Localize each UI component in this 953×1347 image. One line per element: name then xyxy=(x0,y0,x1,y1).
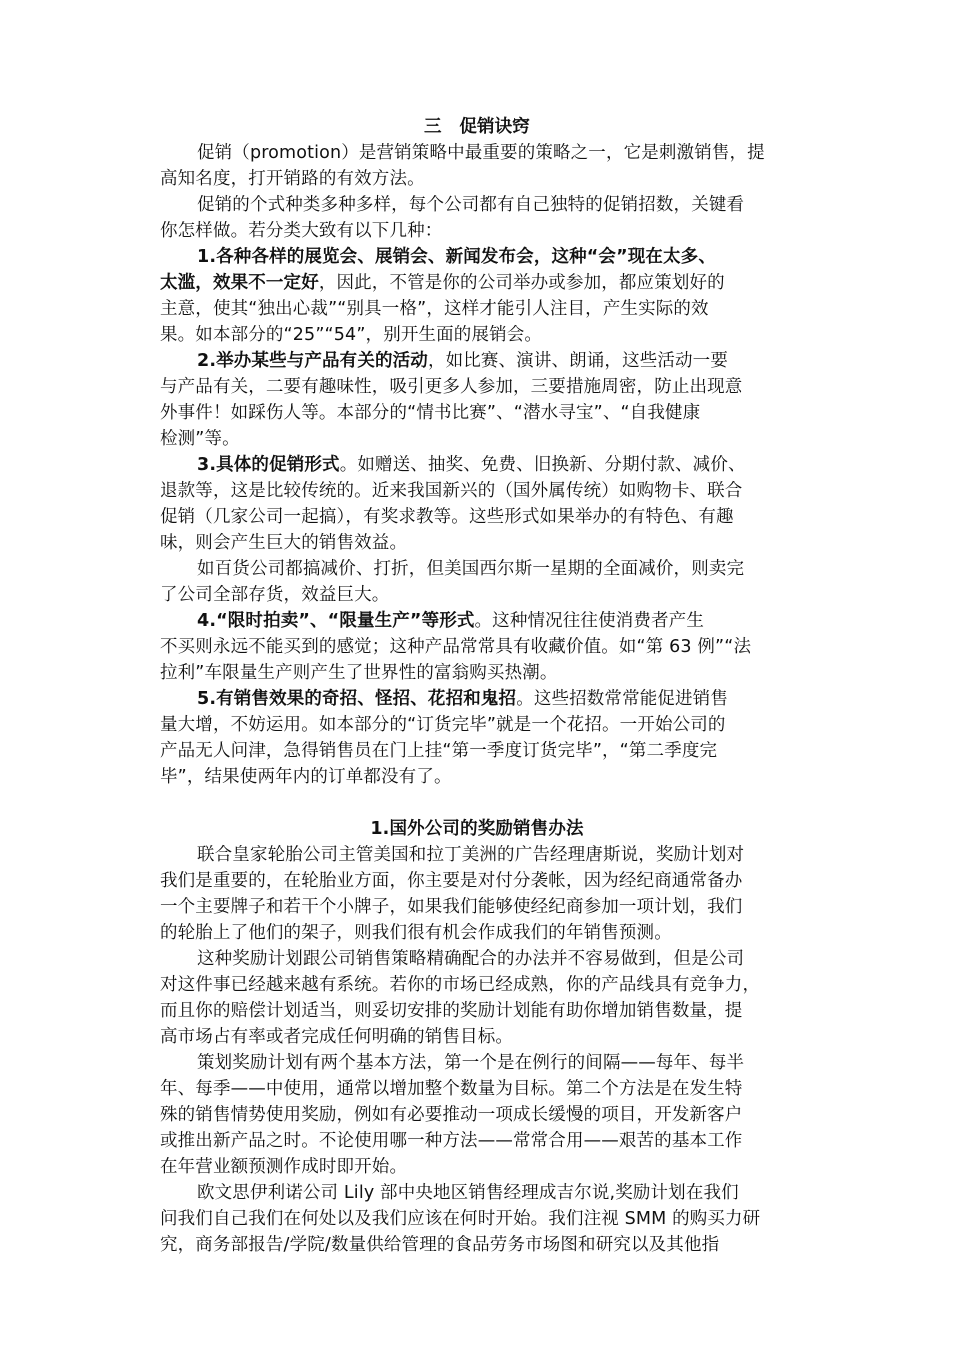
paragraph-line: 促销（几家公司一起搞），有奖求教等。这些形式如果举办的有特色、有趣 xyxy=(160,507,734,527)
paragraph-line: 殊的销售情势使用奖励，例如有必要推动一项成长缓慢的项目，开发新客户 xyxy=(160,1105,743,1125)
paragraph-line: 产品无人问津，急得销售员在门上挂“第一季度订货完毕”，“第二季度完 xyxy=(160,741,718,761)
item-heading: 1.各种各样的展览会、展销会、新闻发布会，这种“会”现在太多、 xyxy=(197,247,716,267)
paragraph-line xyxy=(160,244,794,270)
paragraph-line: 主意，使其“独出心裁”“别具一格”，这样才能引人注目，产生实际的效 xyxy=(160,299,709,319)
paragraph-line: 或推出新产品之时。不论使用哪一种方法——常常合用——艰苦的基本工作 xyxy=(160,1131,743,1151)
paragraph-line xyxy=(160,452,794,478)
paragraph-line: 高知名度，打开销路的有效方法。 xyxy=(160,169,425,189)
paragraph-line xyxy=(160,608,794,634)
paragraph-line: 在年营业额预测作成时即开始。 xyxy=(160,1157,408,1177)
paragraph-department-store xyxy=(160,556,794,608)
paragraph-two-methods xyxy=(160,1050,794,1180)
paragraph-line: 年、每季——中使用，通常以增加整个数量为目标。第二个方法是在发生特 xyxy=(160,1079,743,1099)
paragraph-line: 高市场占有率或者完成任何明确的销售目标。 xyxy=(160,1027,513,1047)
paragraph-line: 欧文思伊利诺公司 Lily 部中央地区销售经理成吉尔说,奖励计划在我们 xyxy=(197,1183,739,1203)
item-heading: 2.举办某些与产品有关的活动 xyxy=(197,351,428,371)
paragraph-line: 如百货公司都搞减价、打折，但美国西尔斯一星期的全面减价，则卖完 xyxy=(197,559,745,579)
list-item-activities xyxy=(160,348,794,452)
item-text: ，如比赛、演讲、朗诵，这些活动一要 xyxy=(427,351,728,371)
section-spacer xyxy=(160,790,794,816)
item-text: 。这些招数常常能促进销售 xyxy=(516,689,728,709)
paragraph-line: 促销的个式种类多种多样，每个公司都有自己独特的促销招数，关键看 xyxy=(197,195,745,215)
item-heading: 3.具体的促销形式 xyxy=(197,455,340,475)
section-title: 三 促销诀窍 xyxy=(424,117,530,137)
paragraph-line: 这种奖励计划跟公司销售策略精确配合的办法并不容易做到，但是公司 xyxy=(197,949,745,969)
paragraph-promotion-types xyxy=(160,192,794,244)
paragraph-line: 果。如本部分的“25”“54”，别开生面的展销会。 xyxy=(160,325,543,345)
paragraph-line: 对这件事已经越来越有系统。若你的市场已经成熟，你的产品线具有竞争力， xyxy=(160,975,761,995)
document-page xyxy=(160,114,794,1258)
paragraph-line: 量大增，不妨运用。如本部分的“订货完毕”就是一个花招。一开始公司的 xyxy=(160,715,726,735)
list-item-exhibitions xyxy=(160,244,794,348)
list-item-limited-sales xyxy=(160,608,794,686)
paragraph-line: 不买则永远不能买到的感觉；这种产品常常具有收藏价值。如“第 63 例”“法 xyxy=(160,637,752,657)
subsection-title: 1.国外公司的奖励销售办法 xyxy=(370,819,584,839)
paragraph-line: 与产品有关，二要有趣味性，吸引更多人参加，三要措施周密，防止出现意 xyxy=(160,377,743,397)
paragraph-line: 味，则会产生巨大的销售效益。 xyxy=(160,533,408,553)
item-heading: 5.有销售效果的奇招、怪招、花招和鬼招 xyxy=(197,689,517,709)
paragraph-line: 退款等，这是比较传统的。近来我国新兴的（国外属传统）如购物卡、联合 xyxy=(160,481,743,501)
paragraph-promotion-definition xyxy=(160,140,794,192)
paragraph-line: 策划奖励计划有两个基本方法，第一个是在例行的间隔——每年、每半 xyxy=(197,1053,745,1073)
paragraph-line: 的轮胎上了他们的架子，则我们很有机会作成我们的年销售预测。 xyxy=(160,923,672,943)
list-item-tricks xyxy=(160,686,794,790)
paragraph-line: 究，商务部报告/学院/数量供给管理的食品劳务市场图和研究以及其他指 xyxy=(160,1235,720,1255)
paragraph-line: 一个主要牌子和若干个小牌子，如果我们能够使经纪商参加一项计划，我们 xyxy=(160,897,743,917)
paragraph-line: 促销（promotion）是营销策略中最重要的策略之一，它是刺激销售，提 xyxy=(197,143,765,163)
paragraph-owens-illinois xyxy=(160,1180,794,1258)
paragraph-line: 而且你的赔偿计划适当，则妥切安排的奖励计划能有助你增加销售数量，提 xyxy=(160,1001,743,1021)
paragraph-line: 你怎样做。若分类大致有以下几种： xyxy=(160,221,443,241)
paragraph-line: 检测”等。 xyxy=(160,429,240,449)
item-text: ，因此，不管是你的公司举办或参加，都应策划好的 xyxy=(318,273,725,293)
paragraph-line: 问我们自己我们在何处以及我们应该在何时开始。我们注视 SMM 的购买力研 xyxy=(160,1209,761,1229)
paragraph-uniroyal xyxy=(160,842,794,946)
paragraph-line xyxy=(160,270,794,296)
paragraph-line: 外事件！如踩伤人等。本部分的“情书比赛”、“潜水寻宝”、“自我健康 xyxy=(160,403,701,423)
paragraph-line: 拉利”车限量生产则产生了世界性的富翁购买热潮。 xyxy=(160,663,558,683)
item-text: 。如赠送、抽奖、免费、旧换新、分期付款、减价、 xyxy=(339,455,746,475)
paragraph-line xyxy=(160,686,794,712)
paragraph-line: 毕”，结果使两年内的订单都没有了。 xyxy=(160,767,452,787)
item-text: 。这种情况往往使消费者产生 xyxy=(474,611,704,631)
paragraph-line: 我们是重要的，在轮胎业方面，你主要是对付分袭帐，因为经纪商通常备办 xyxy=(160,871,743,891)
paragraph-incentive-strategy xyxy=(160,946,794,1050)
paragraph-line: 了公司全部存货，效益巨大。 xyxy=(160,585,390,605)
paragraph-line xyxy=(160,348,794,374)
item-heading: 4.“限时拍卖”、“限量生产”等形式 xyxy=(197,611,475,631)
paragraph-line: 联合皇家轮胎公司主管美国和拉丁美洲的广告经理唐斯说，奖励计划对 xyxy=(197,845,745,865)
list-item-promotion-forms xyxy=(160,452,794,556)
item-heading: 太滥，效果不一定好 xyxy=(160,273,319,293)
